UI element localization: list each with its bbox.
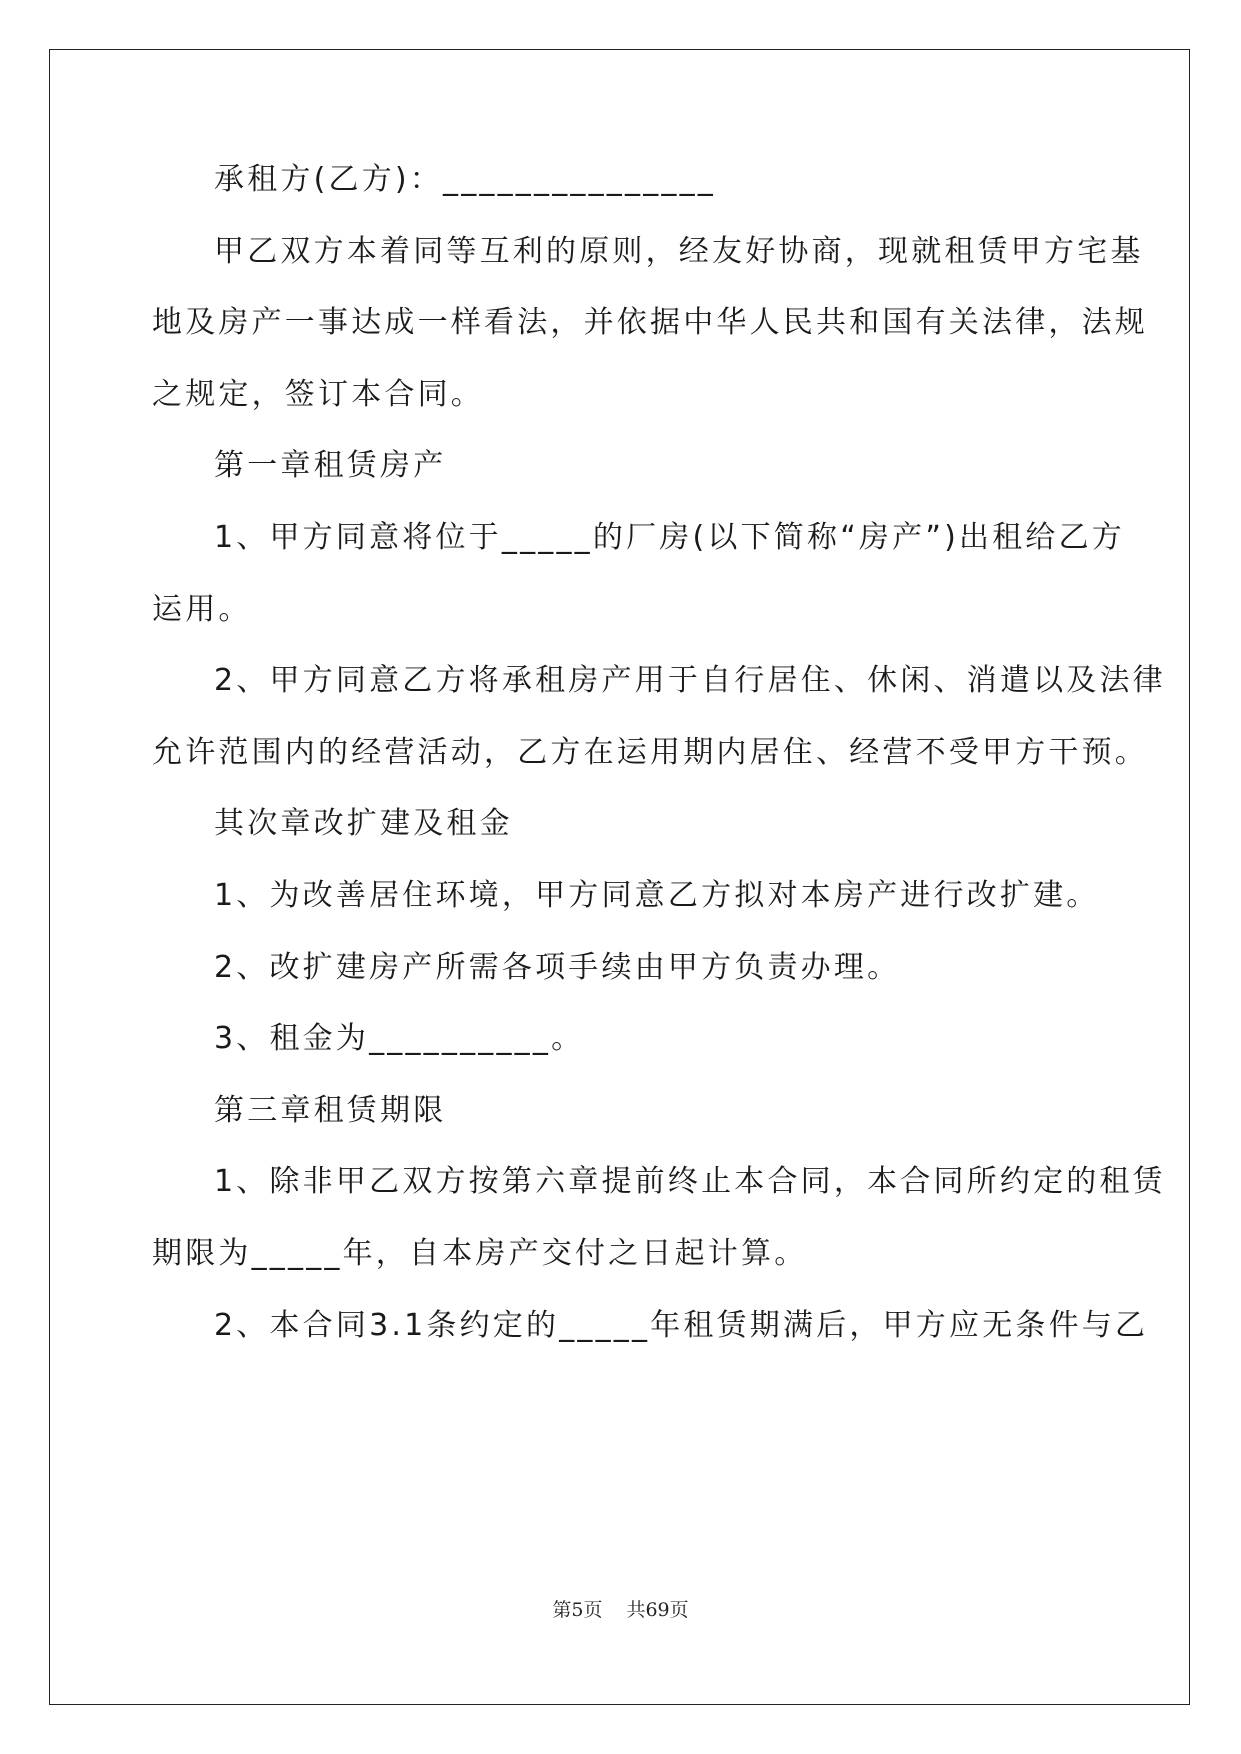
text-line: 1、为改善居住环境，甲方同意乙方拟对本房产进行改扩建。	[214, 878, 1100, 913]
text-line: 1、甲方同意将位于_____的厂房(以下简称“房产”)出租给乙方	[214, 520, 1125, 555]
text-line: 2、甲方同意乙方将承租房产用于自行居住、休闲、消遣以及法律	[214, 663, 1166, 698]
section-heading: 其次章改扩建及租金	[214, 806, 513, 841]
text-line: 允许范围内的经营活动，乙方在运用期内居住、经营不受甲方干预。	[152, 735, 1148, 770]
text-line: 2、改扩建房产所需各项手续由甲方负责办理。	[214, 950, 901, 985]
page-total: 共69页	[626, 1599, 689, 1621]
section-heading: 第一章租赁房产	[214, 448, 447, 483]
text-line: 之规定，签订本合同。	[152, 377, 484, 412]
text-line: 甲乙双方本着同等互利的原则，经友好协商，现就租赁甲方宅基	[214, 234, 1144, 269]
page-number: 第5页	[552, 1599, 603, 1621]
text-line: 承租方(乙方)：_______________	[214, 162, 717, 197]
text-line: 地及房产一事达成一样看法，并依据中华人民共和国有关法律，法规	[152, 305, 1148, 340]
text-line: 3、租金为__________。	[214, 1021, 585, 1056]
page-footer	[0, 1595, 1241, 1622]
section-heading: 第三章租赁期限	[214, 1093, 447, 1128]
text-line: 期限为_____年，自本房产交付之日起计算。	[152, 1236, 808, 1271]
text-line: 1、除非甲乙双方按第六章提前终止本合同，本合同所约定的租赁	[214, 1164, 1166, 1199]
text-line: 运用。	[152, 592, 252, 627]
text-line: 2、本合同3.1条约定的_____年租赁期满后，甲方应无条件与乙	[214, 1308, 1149, 1343]
